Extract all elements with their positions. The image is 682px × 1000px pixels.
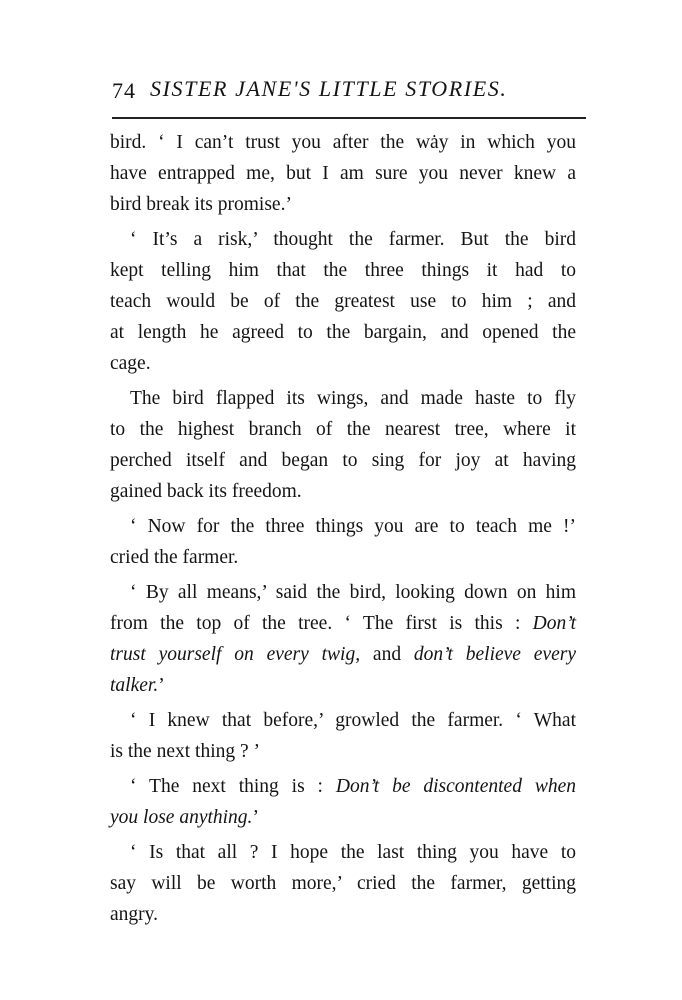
text-line: cage.: [110, 353, 151, 374]
text-line: at length he agreed to the bargain, and opened the: [110, 322, 576, 343]
text-line: is the next thing ? ’: [110, 741, 261, 762]
text-line: bird. ‘ I can’t trust you after the wȧy in which you: [110, 132, 576, 153]
text-line: [110, 608, 576, 639]
page-header: [112, 74, 582, 110]
body-text: [110, 127, 576, 930]
text-line: ‘ It’s a risk,’ thought the farmer. But the bird: [130, 229, 576, 250]
italic-segment: Don’t be discontented when: [335, 776, 576, 797]
italic-segment: you lose anything.: [110, 807, 253, 828]
text-line: cried the farmer.: [110, 547, 239, 568]
text-line: angry.: [110, 904, 159, 925]
text-segment: from the top of the tree. ‘ The first is this :: [110, 613, 521, 634]
text-line: ‘ I knew that before,’ growled the farmer. ‘ What: [130, 710, 576, 731]
running-head: SISTER JANE'S LITTLE STORIES.: [150, 76, 508, 101]
italic-segment: don’t believe every: [413, 644, 577, 665]
header-rule: [112, 117, 586, 119]
text-line: bird break its promise.’: [110, 194, 292, 215]
text-segment: ’: [252, 807, 259, 828]
text-segment: ’: [158, 675, 165, 696]
text-line: The bird flapped its wings, and made haste to fly: [130, 388, 576, 409]
text-line: have entrapped me, but I am sure you never knew a: [110, 163, 576, 184]
italic-segment: trust yourself on every twig,: [110, 644, 361, 665]
text-line: [110, 670, 576, 701]
italic-segment: talker.: [110, 675, 159, 696]
text-line: [110, 639, 576, 670]
text-segment: ‘ The next thing is :: [130, 776, 336, 797]
text-line: to the highest branch of the nearest tree, where it: [110, 419, 576, 440]
text-line: gained back its freedom.: [110, 481, 302, 502]
text-line: ‘ By all means,’ said the bird, looking down on him: [130, 582, 576, 603]
text-line: kept telling him that the three things it had to: [110, 260, 576, 281]
text-line: [110, 771, 576, 802]
text-line: [110, 802, 576, 833]
text-line: say will be worth more,’ cried the farmer, getting: [110, 873, 576, 894]
page-number: 74: [112, 78, 136, 103]
italic-segment: Don’t: [532, 613, 576, 634]
text-line: teach would be of the greatest use to him ; and: [110, 291, 576, 312]
text-line: ‘ Now for the three things you are to teach me !’: [130, 516, 576, 537]
text-line: ‘ Is that all ? I hope the last thing you have to: [130, 842, 576, 863]
text-segment: and: [360, 644, 414, 665]
text-line: perched itself and began to sing for joy at having: [110, 450, 576, 471]
